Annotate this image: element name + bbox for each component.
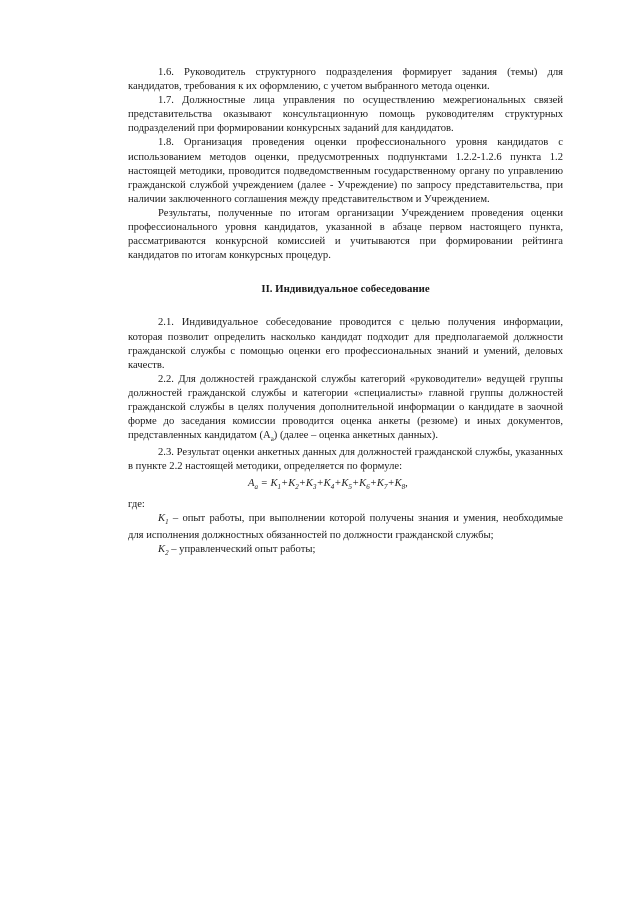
- paragraph-2-3: 2.3. Результат оценки анкетных данных для должностей гражданской службы, указанных в пункте 2.2 настоящей методики, определяется по формуле:: [128, 447, 563, 473]
- paragraph-1-6: 1.6. Руководитель структурного подразделения формирует задания (темы) для кандидатов, требования к их оформлению, с учетом выбранного метода оценки.: [128, 67, 563, 93]
- k2-subscript: 2: [165, 549, 169, 558]
- paragraph-2-2-subscript: а: [270, 435, 274, 444]
- definition-k1: [128, 512, 563, 543]
- k1-text: – опыт работы, при выполнении которой получены знания и умения, необходимые для исполнения должностных обязанностей по должности гражданской службы;: [128, 512, 563, 542]
- paragraph-1-8: 1.8. Организация проведения оценки профессионального уровня кандидатов с использованием методов оценки, предусмотренных подпунктами 1.2.2-1.2.6 пункта 1.2 настоящей методики, проводится подведомственным государственному органу по управлению гражданской службой учреждением (далее - Учреждение) по запросу представительства, при наличии заключенного соглашения между представительством и Учреждением.: [128, 137, 563, 205]
- k1-subscript: 1: [165, 517, 169, 526]
- k1-letter: K: [158, 512, 166, 524]
- paragraph-2-2-text: 2.2. Для должностей гражданской службы категорий «руководители» ведущей группы должностей гражданской службы и категории «специалисты» главной группы должностей гражданской службы в целях получения дополнительной информации о кандидате в заочной форме до заседания комиссии проводится оценка анкеты (резюме) и иных документов, представленных кандидатом (А: [128, 373, 563, 442]
- paragraph-2-2: [128, 373, 563, 447]
- k2-letter: K: [158, 544, 166, 556]
- formula-lhs-subscript: a: [254, 482, 258, 491]
- formula-lhs: A: [248, 477, 255, 489]
- paragraph-1-7: 1.7. Должностные лица управления по осуществлению межрегиональных связей представительства оказывают консультационную помощь руководителям структурных подразделений при формировании конкурсных заданий для кандидатов.: [128, 95, 563, 135]
- paragraph-1-8-results: Результаты, полученные по итогам организации Учреждением проведения оценки профессионального уровня кандидатов, указанной в абзаце первом настоящего пункта, рассматриваются конкурсной комиссией и учитываются при формировании рейтинга кандидатов по итогам конкурсных процедур.: [128, 207, 563, 262]
- formula-rhs: = $K_1+K_2+K_3+K_4+K_5+K_6+K_7+K_8$,: [260, 477, 408, 491]
- k1-symbol: [158, 513, 169, 524]
- section-heading-2: II. Индивидуальное собеседование: [261, 283, 430, 296]
- paragraph-2-2-tail: ) (далее – оценка анкетных данных).: [273, 430, 438, 442]
- document-page: [128, 66, 563, 560]
- k2-text: – управленческий опыт работы;: [168, 544, 316, 556]
- formula: [128, 477, 563, 494]
- k2-symbol: [158, 544, 169, 558]
- where-label: где:: [128, 498, 145, 510]
- definition-k2: [128, 543, 563, 560]
- paragraph-2-1: 2.1. Индивидуальное собеседование проводится с целью получения информации, которая позволит определить насколько кандидат подходит для предполагаемой должности гражданской службы с помощью оценки его профессиональных знаний и умений, деловых качеств.: [128, 317, 563, 371]
